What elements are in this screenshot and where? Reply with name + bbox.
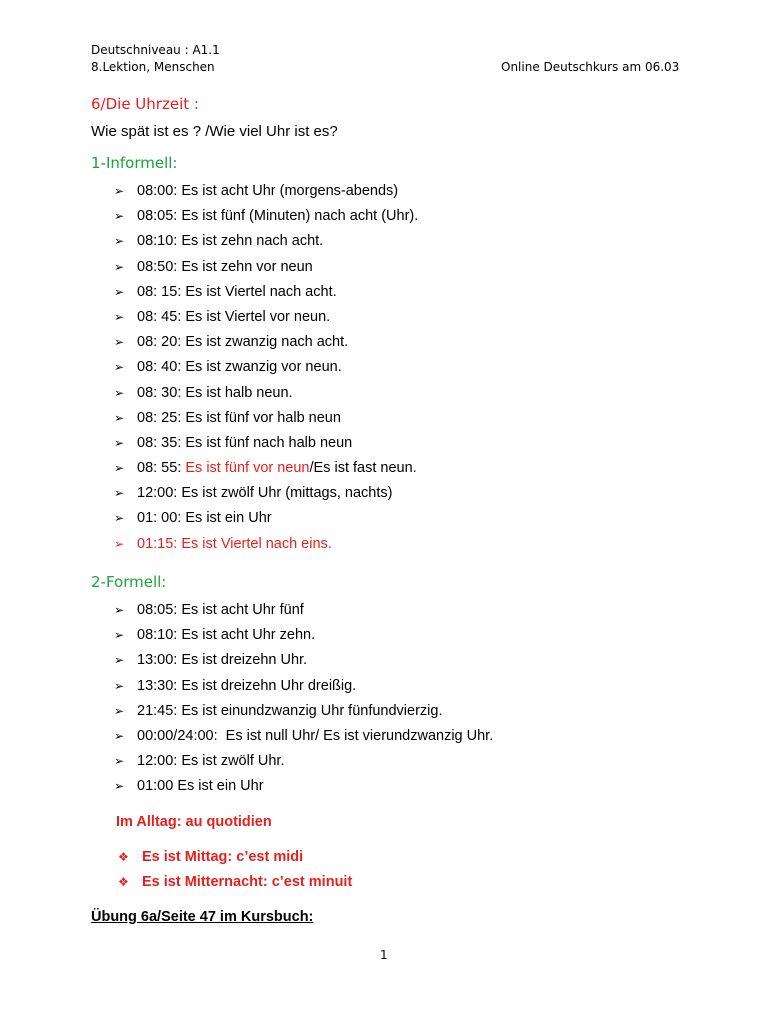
arrow-bullet-icon: ➢	[114, 360, 125, 375]
informell-list	[114, 179, 418, 557]
formell-heading: 2-Formell:	[91, 573, 167, 591]
list-item: ➢ 13:00: Es ist dreizehn Uhr.	[114, 648, 493, 673]
page-number: 1	[380, 948, 388, 962]
header-level: Deutschniveau : A1.1	[91, 43, 220, 57]
list-item: ➢ 08: 45: Es ist Viertel vor neun.	[114, 305, 418, 330]
arrow-bullet-icon: ➢	[114, 335, 125, 350]
diamond-bullet-icon: ❖	[118, 875, 129, 889]
list-item: ➢ 13:30: Es ist dreizehn Uhr dreißig.	[114, 674, 493, 699]
formell-list	[114, 598, 493, 800]
question-text: Wie spät ist es ? /Wie viel Uhr ist es?	[91, 123, 338, 140]
list-item: ➢ 12:00: Es ist zwölf Uhr.	[114, 749, 493, 774]
list-item: ➢ 01: 00: Es ist ein Uhr	[114, 506, 418, 531]
exercise-reference: Übung 6a/Seite 47 im Kursbuch:	[91, 909, 314, 925]
list-item: ➢ 08: 55: Es ist fünf vor neun/Es ist fast neun.	[114, 456, 418, 481]
list-item: ➢ 08:10: Es ist zehn nach acht.	[114, 229, 418, 254]
alltag-heading: Im Alltag: au quotidien	[116, 814, 272, 830]
header-lesson: 8.Lektion, Menschen	[91, 60, 215, 74]
list-item: ➢ 08: 30: Es ist halb neun.	[114, 381, 418, 406]
arrow-bullet-icon: ➢	[114, 536, 125, 551]
list-item-highlighted: ➢ 01:15: Es ist Viertel nach eins.	[114, 532, 418, 557]
arrow-bullet-icon: ➢	[114, 603, 125, 617]
list-item: ➢ 08:05: Es ist acht Uhr fünf	[114, 598, 493, 623]
arrow-bullet-icon: ➢	[114, 259, 125, 274]
section-title: 6/Die Uhrzeit :	[91, 95, 199, 113]
arrow-bullet-icon: ➢	[114, 209, 125, 224]
informell-heading: 1-Informell:	[91, 154, 178, 172]
arrow-bullet-icon: ➢	[114, 309, 125, 324]
header-course: Online Deutschkurs am 06.03	[501, 60, 680, 74]
diamond-bullet-icon: ❖	[118, 850, 129, 864]
list-item: ➢ 08:05: Es ist fünf (Minuten) nach acht (Uhr).	[114, 204, 418, 229]
arrow-bullet-icon: ➢	[114, 184, 125, 198]
list-item: ➢ 21:45: Es ist einundzwanzig Uhr fünfundvierzig.	[114, 699, 493, 724]
arrow-bullet-icon: ➢	[114, 754, 125, 769]
arrow-bullet-icon: ➢	[114, 779, 125, 794]
list-item: ➢ 00:00/24:00: Es ist null Uhr/ Es ist vierundzwanzig Uhr.	[114, 724, 493, 749]
arrow-bullet-icon: ➢	[114, 628, 125, 643]
arrow-bullet-icon: ➢	[114, 435, 125, 450]
alltag-list	[118, 845, 352, 895]
list-item: ➢ 12:00: Es ist zwölf Uhr (mittags, nachts)	[114, 481, 418, 506]
highlighted-phrase: Es ist fünf vor neun	[185, 460, 310, 477]
arrow-bullet-icon: ➢	[114, 511, 125, 526]
arrow-bullet-icon: ➢	[114, 653, 125, 668]
list-item: ❖ Es ist Mittag: c’est midi	[118, 845, 352, 870]
list-item: ➢ 08: 40: Es ist zwanzig vor neun.	[114, 355, 418, 380]
list-item: ➢ 08:10: Es ist acht Uhr zehn.	[114, 623, 493, 648]
list-item: ➢ 08:50: Es ist zehn vor neun	[114, 255, 418, 280]
arrow-bullet-icon: ➢	[114, 410, 125, 425]
list-item: ➢ 08: 15: Es ist Viertel nach acht.	[114, 280, 418, 305]
arrow-bullet-icon: ➢	[114, 234, 125, 249]
arrow-bullet-icon: ➢	[114, 678, 125, 693]
arrow-bullet-icon: ➢	[114, 284, 125, 299]
list-item: ➢ 01:00 Es ist ein Uhr	[114, 774, 493, 799]
arrow-bullet-icon: ➢	[114, 486, 125, 501]
arrow-bullet-icon: ➢	[114, 385, 125, 400]
list-item: ➢ 08: 20: Es ist zwanzig nach acht.	[114, 330, 418, 355]
arrow-bullet-icon: ➢	[114, 703, 125, 718]
list-item: ➢ 08: 35: Es ist fünf nach halb neun	[114, 431, 418, 456]
arrow-bullet-icon: ➢	[114, 728, 125, 743]
arrow-bullet-icon: ➢	[114, 461, 125, 476]
list-item: ➢ 08: 25: Es ist fünf vor halb neun	[114, 406, 418, 431]
list-item: ➢ 08:00: Es ist acht Uhr (morgens-abends)	[114, 179, 418, 204]
list-item: ❖ Es ist Mitternacht: c’est minuit	[118, 870, 352, 895]
